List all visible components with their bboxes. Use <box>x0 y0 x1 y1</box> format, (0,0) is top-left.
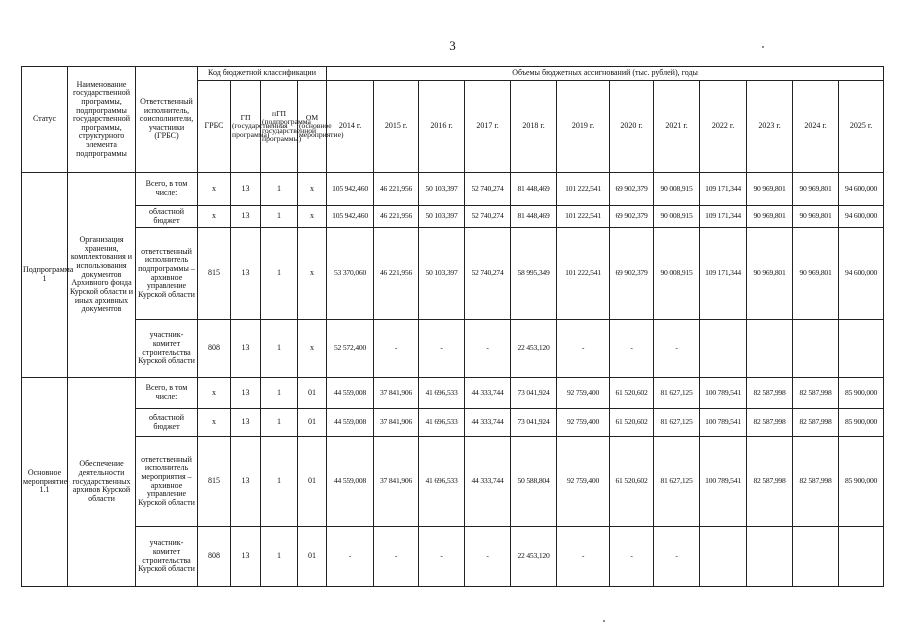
cell-amount: 50 103,397 <box>419 228 465 320</box>
table-row <box>22 320 884 378</box>
cell-amount: 52 740,274 <box>465 173 511 206</box>
header-code-group: Код бюджетной классификации <box>198 67 327 81</box>
scan-speck <box>762 46 764 48</box>
cell-amount: 109 171,344 <box>700 206 747 228</box>
cell-pgp: 1 <box>261 320 298 378</box>
cell-amount <box>793 320 839 378</box>
cell-amount <box>793 527 839 587</box>
cell-resp: областной бюджет <box>136 409 198 437</box>
cell-gp: 13 <box>231 173 261 206</box>
cell-amount <box>839 320 884 378</box>
cell-amount: 58 995,349 <box>511 228 557 320</box>
cell-amount: - <box>654 320 700 378</box>
table-row <box>22 206 884 228</box>
cell-amount: 52 740,274 <box>465 206 511 228</box>
header-responsible: Ответственный исполнитель, соисполнители, участники (ГРБС) <box>136 67 198 173</box>
table-row <box>22 527 884 587</box>
cell-gp: 13 <box>231 409 261 437</box>
cell-amount: 101 222,541 <box>557 173 610 206</box>
cell-amount <box>747 320 793 378</box>
cell-amount: 82 587,998 <box>747 437 793 527</box>
cell-amount: 82 587,998 <box>793 437 839 527</box>
cell-amount: 90 969,801 <box>747 173 793 206</box>
cell-amount: 81 627,125 <box>654 409 700 437</box>
header-year: 2015 г. <box>374 81 419 173</box>
cell-amount: 44 559,008 <box>327 409 374 437</box>
cell-amount: - <box>465 527 511 587</box>
cell-amount: 92 759,400 <box>557 378 610 409</box>
cell-amount: 92 759,400 <box>557 437 610 527</box>
header-pgp: пГП (подпрограмма государственной программы) <box>261 81 298 173</box>
cell-amount: 37 841,906 <box>374 437 419 527</box>
header-year: 2024 г. <box>793 81 839 173</box>
cell-amount: 50 103,397 <box>419 173 465 206</box>
cell-amount: 73 041,924 <box>511 378 557 409</box>
cell-amount: 82 587,998 <box>747 378 793 409</box>
cell-amount: 85 900,000 <box>839 437 884 527</box>
cell-amount: 90 969,801 <box>793 206 839 228</box>
block-name: Организация хранения, комплектования и использования документов Архивного фонда Курской области и иных архивных документов <box>68 173 136 378</box>
cell-grbs: х <box>198 378 231 409</box>
cell-amount: 44 333,744 <box>465 378 511 409</box>
cell-gp: 13 <box>231 206 261 228</box>
cell-grbs: х <box>198 409 231 437</box>
cell-pgp: 1 <box>261 173 298 206</box>
header-year: 2018 г. <box>511 81 557 173</box>
cell-amount: 90 969,801 <box>747 206 793 228</box>
cell-resp: областной бюджет <box>136 206 198 228</box>
header-year: 2014 г. <box>327 81 374 173</box>
table-row <box>22 409 884 437</box>
cell-amount <box>839 527 884 587</box>
cell-amount: - <box>419 527 465 587</box>
cell-amount: 81 627,125 <box>654 437 700 527</box>
budget-table <box>21 66 884 587</box>
cell-amount: 101 222,541 <box>557 206 610 228</box>
cell-amount: 81 448,469 <box>511 173 557 206</box>
cell-amount: - <box>374 320 419 378</box>
cell-amount <box>700 527 747 587</box>
cell-amount: 22 453,120 <box>511 320 557 378</box>
header-year: 2017 г. <box>465 81 511 173</box>
cell-amount: 85 900,000 <box>839 409 884 437</box>
cell-resp: участник- комитет строительства Курской области <box>136 320 198 378</box>
header-year: 2019 г. <box>557 81 610 173</box>
header-volumes-group: Объемы бюджетных ассигнований (тыс. рублей), годы <box>327 67 884 81</box>
cell-om: х <box>298 320 327 378</box>
cell-amount: 46 221,956 <box>374 173 419 206</box>
cell-amount: 90 008,915 <box>654 206 700 228</box>
cell-amount: 22 453,120 <box>511 527 557 587</box>
cell-amount: 44 559,008 <box>327 378 374 409</box>
cell-amount: 50 588,804 <box>511 437 557 527</box>
cell-amount: 81 448,469 <box>511 206 557 228</box>
cell-om: х <box>298 228 327 320</box>
table-row <box>22 437 884 527</box>
header-status: Статус <box>22 67 68 173</box>
block-status: Основное мероприятие 1.1 <box>22 378 68 587</box>
cell-pgp: 1 <box>261 378 298 409</box>
cell-amount: 50 103,397 <box>419 206 465 228</box>
cell-resp: Всего, в том числе: <box>136 378 198 409</box>
cell-amount: - <box>465 320 511 378</box>
cell-amount: 44 559,008 <box>327 437 374 527</box>
cell-gp: 13 <box>231 378 261 409</box>
cell-grbs: 808 <box>198 527 231 587</box>
cell-amount: 46 221,956 <box>374 206 419 228</box>
block-name: Обеспечение деятельности государственных архивов Курской области <box>68 378 136 587</box>
cell-amount: - <box>610 320 654 378</box>
cell-amount: 61 520,602 <box>610 409 654 437</box>
cell-amount: 109 171,344 <box>700 228 747 320</box>
cell-amount: 73 041,924 <box>511 409 557 437</box>
header-year: 2022 г. <box>700 81 747 173</box>
cell-amount: 41 696,533 <box>419 409 465 437</box>
cell-amount: 61 520,602 <box>610 378 654 409</box>
cell-amount: 53 370,060 <box>327 228 374 320</box>
cell-grbs: х <box>198 206 231 228</box>
header-year: 2016 г. <box>419 81 465 173</box>
cell-amount: - <box>557 527 610 587</box>
cell-amount: - <box>419 320 465 378</box>
header-year: 2021 г. <box>654 81 700 173</box>
cell-amount: 41 696,533 <box>419 437 465 527</box>
cell-om: 01 <box>298 378 327 409</box>
cell-om: х <box>298 206 327 228</box>
cell-amount <box>747 527 793 587</box>
cell-pgp: 1 <box>261 437 298 527</box>
cell-amount: 85 900,000 <box>839 378 884 409</box>
header-year: 2020 г. <box>610 81 654 173</box>
block-status: Подпрограмма 1 <box>22 173 68 378</box>
cell-amount: 41 696,533 <box>419 378 465 409</box>
cell-amount: 69 902,379 <box>610 173 654 206</box>
cell-amount <box>700 320 747 378</box>
cell-amount: 101 222,541 <box>557 228 610 320</box>
header-year: 2025 г. <box>839 81 884 173</box>
cell-amount: 37 841,906 <box>374 409 419 437</box>
cell-pgp: 1 <box>261 409 298 437</box>
cell-amount: 92 759,400 <box>557 409 610 437</box>
cell-om: х <box>298 173 327 206</box>
cell-grbs: х <box>198 173 231 206</box>
cell-amount: 100 789,541 <box>700 437 747 527</box>
cell-amount: 46 221,956 <box>374 228 419 320</box>
cell-amount: 90 008,915 <box>654 228 700 320</box>
cell-gp: 13 <box>231 320 261 378</box>
cell-amount: 44 333,744 <box>465 409 511 437</box>
table-row <box>22 378 884 409</box>
cell-amount: 90 969,801 <box>793 228 839 320</box>
cell-gp: 13 <box>231 228 261 320</box>
header-year: 2023 г. <box>747 81 793 173</box>
cell-resp: Всего, в том числе: <box>136 173 198 206</box>
cell-amount: 94 600,000 <box>839 173 884 206</box>
cell-amount: 105 942,460 <box>327 173 374 206</box>
cell-amount: 90 969,801 <box>747 228 793 320</box>
cell-grbs: 815 <box>198 228 231 320</box>
cell-amount: 69 902,379 <box>610 228 654 320</box>
cell-amount: 81 627,125 <box>654 378 700 409</box>
cell-gp: 13 <box>231 527 261 587</box>
cell-amount: 90 969,801 <box>793 173 839 206</box>
header-om: ОМ (основное мероприятие) <box>298 81 327 173</box>
header-name: Наименование государственной программы, подпрограммы государственной программы, структурного элемента подпрограммы <box>68 67 136 173</box>
cell-amount: 69 902,379 <box>610 206 654 228</box>
cell-grbs: 808 <box>198 320 231 378</box>
cell-resp: ответственный исполнитель подпрограммы – архивное управление Курской области <box>136 228 198 320</box>
cell-pgp: 1 <box>261 527 298 587</box>
cell-resp: участник- комитет строительства Курской области <box>136 527 198 587</box>
table-row <box>22 228 884 320</box>
cell-amount: 82 587,998 <box>793 378 839 409</box>
cell-gp: 13 <box>231 437 261 527</box>
cell-amount: - <box>654 527 700 587</box>
scan-speck <box>603 620 605 622</box>
cell-amount: 90 008,915 <box>654 173 700 206</box>
cell-amount: 82 587,998 <box>747 409 793 437</box>
cell-amount: 61 520,602 <box>610 437 654 527</box>
header-grbs: ГРБС <box>198 81 231 173</box>
header-gp: ГП (государственная программа) <box>231 81 261 173</box>
cell-amount: 52 740,274 <box>465 228 511 320</box>
cell-amount: 100 789,541 <box>700 409 747 437</box>
cell-amount: - <box>327 527 374 587</box>
cell-amount: 94 600,000 <box>839 206 884 228</box>
cell-amount: 109 171,344 <box>700 173 747 206</box>
cell-amount: 82 587,998 <box>793 409 839 437</box>
cell-om: 01 <box>298 437 327 527</box>
cell-amount: 100 789,541 <box>700 378 747 409</box>
page-number: 3 <box>449 38 456 53</box>
cell-amount: 94 600,000 <box>839 228 884 320</box>
cell-amount: 37 841,906 <box>374 378 419 409</box>
cell-resp: ответственный исполнитель мероприятия – архивное управление Курской области <box>136 437 198 527</box>
cell-amount: 52 572,400 <box>327 320 374 378</box>
cell-amount: 105 942,460 <box>327 206 374 228</box>
table-row <box>22 173 884 206</box>
cell-om: 01 <box>298 409 327 437</box>
cell-amount: - <box>374 527 419 587</box>
cell-amount: 44 333,744 <box>465 437 511 527</box>
cell-grbs: 815 <box>198 437 231 527</box>
cell-pgp: 1 <box>261 206 298 228</box>
cell-om: 01 <box>298 527 327 587</box>
cell-pgp: 1 <box>261 228 298 320</box>
cell-amount: - <box>610 527 654 587</box>
cell-amount: - <box>557 320 610 378</box>
